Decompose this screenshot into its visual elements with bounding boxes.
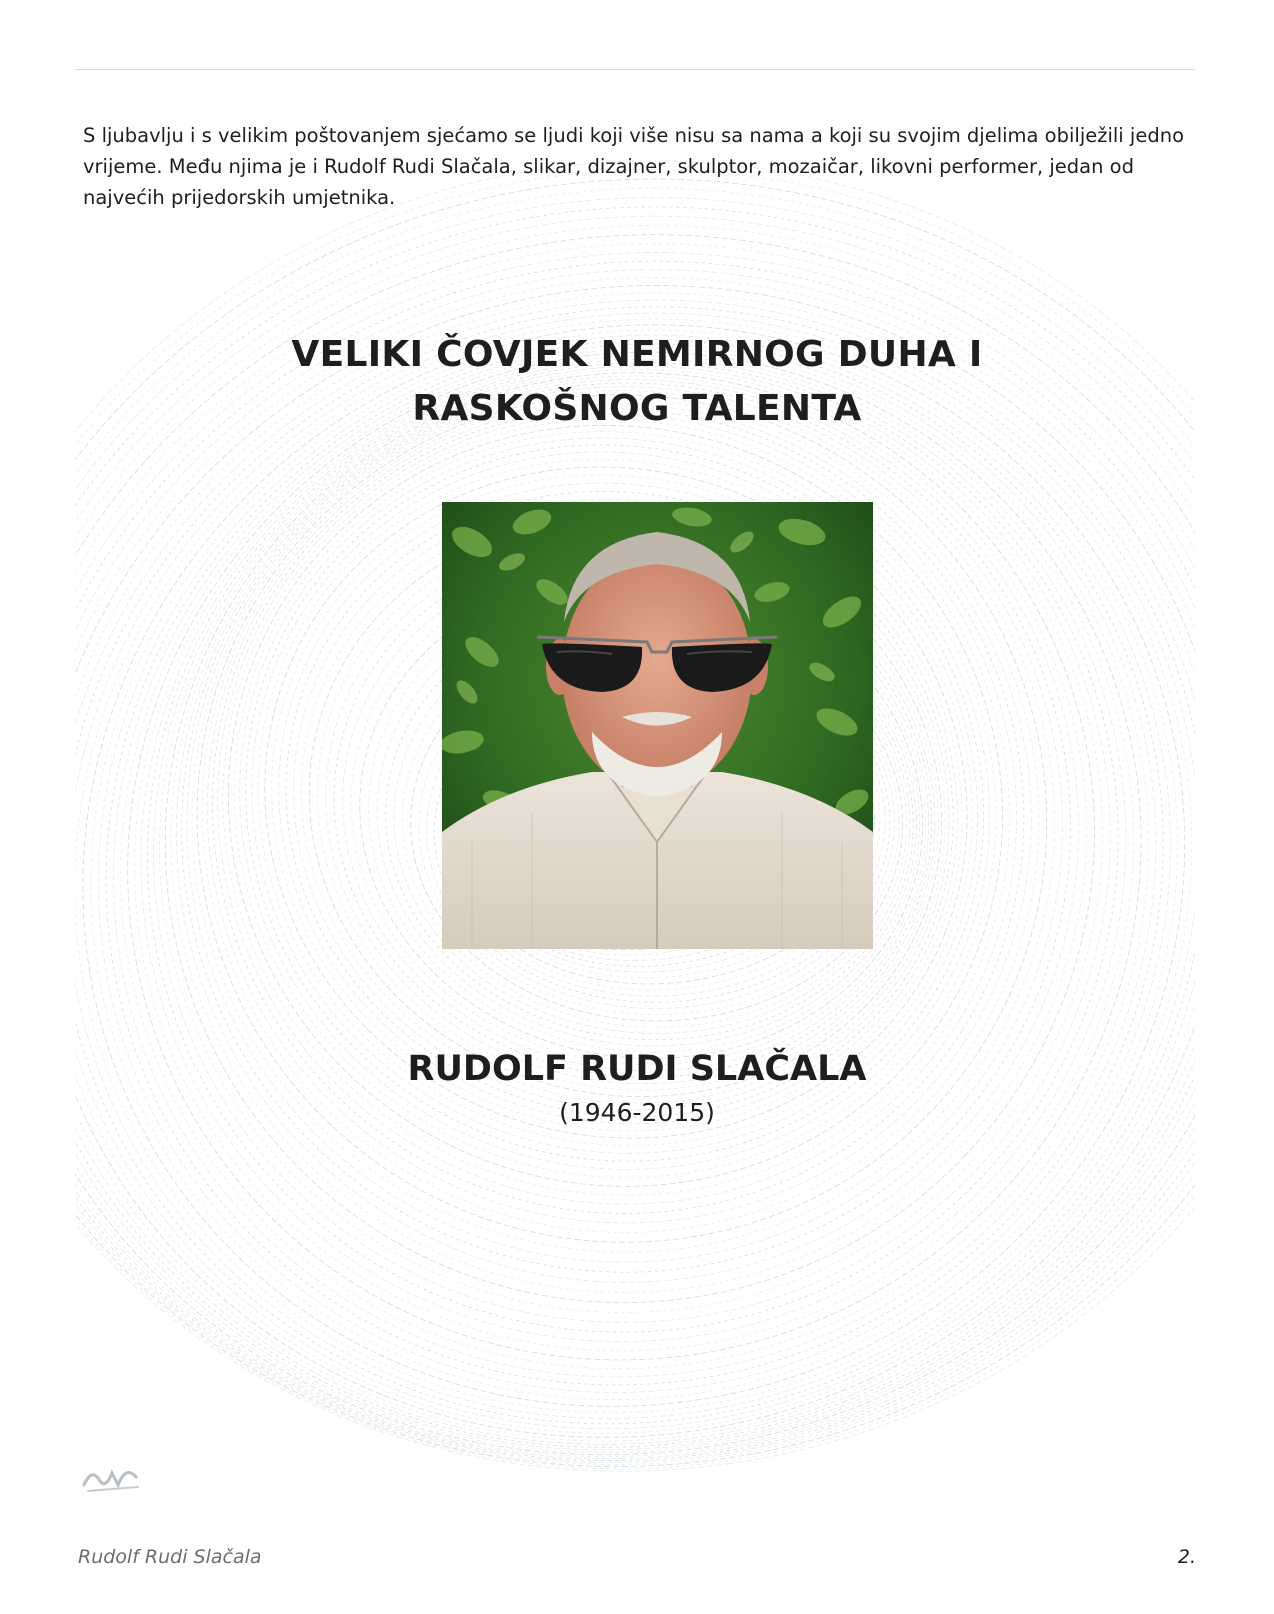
intro-paragraph: S ljubavlju i s velikim poštovanjem sjećamo se ljudi koji više nisu sa nama a koji su svojim djelima obilježili jedno vrijeme. Među njima je i Rudolf Rudi Slačala, slikar, dizajner, skulptor, mozaičar, likovni performer, jedan od najvećih prijedorskih umjetnika.	[83, 124, 1185, 209]
footer-page-number: 2.	[1177, 1546, 1196, 1568]
person-years: (1946-2015)	[559, 1098, 715, 1127]
portrait-photo	[442, 502, 873, 949]
page-title-line-1: VELIKI ČOVJEK NEMIRNOG DUHA I	[291, 334, 983, 375]
footer-author: Rudolf Rudi Slačala	[78, 1546, 262, 1568]
signature-mark	[78, 1455, 148, 1499]
person-name: RUDOLF RUDI SLAČALA	[407, 1049, 867, 1089]
page-title	[0, 328, 1274, 436]
page-title-line-2: RASKOŠNOG TALENTA	[412, 388, 862, 429]
